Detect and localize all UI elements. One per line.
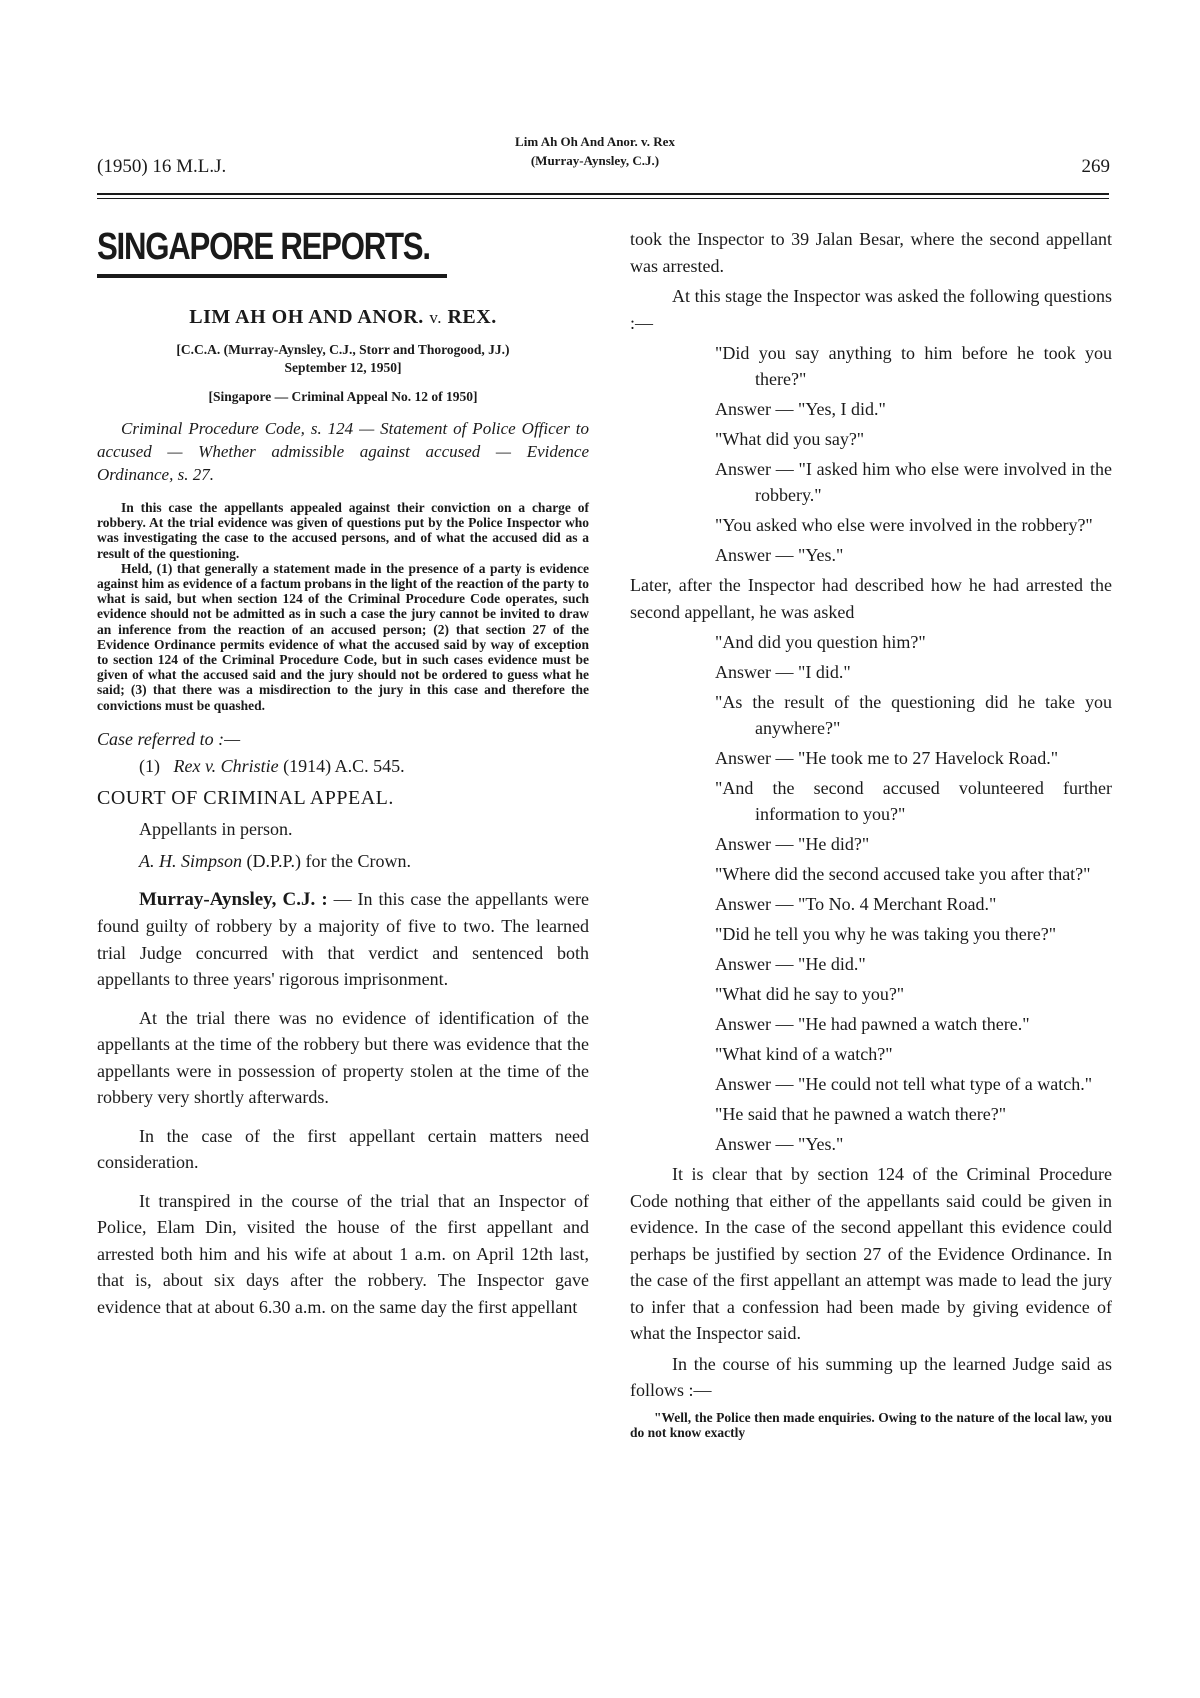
section-title: SINGAPORE REPORTS. (97, 226, 430, 268)
left-column (97, 226, 589, 1320)
judgment-paragraph-4: It transpired in the course of the trial that an Inspector of Police, Elam Din, visited the house of the first appellant and arrested both him and his wife at about 1 a.m. on April 12th last, that is, about six days after the robbery. The Inspector gave evidence that at about 6.30 a.m. on the same day the first appellant (97, 1190, 589, 1317)
qa-line: Answer — "He did?" (715, 834, 870, 854)
qa-line: Answer — "He had pawned a watch there." (715, 1014, 1030, 1034)
judgment-paragraph-2: At the trial there was no evidence of identification of the appellants at the time of the robbery but there was evidence that the appellants were in possession of property stolen at the time of the robbery very shortly afterwards. (97, 1007, 589, 1108)
qa-line: Answer — "He did." (715, 954, 866, 974)
qa-line: "You asked who else were involved in the robbery?" (715, 515, 1093, 535)
headnote-facts: In this case the appellants appealed against their conviction on a charge of robbery. At the trial evidence was given of questions put by the Police Inspector who was investigating the case to the accused persons, and of what the accused did as a result of the questioning. (97, 500, 589, 561)
qa-line: Answer — "Yes." (715, 1134, 844, 1154)
headnote-held: Held, (1) that generally a statement made in the presence of a party is evidence against him as evidence of a factum probans in the light of the reaction of the party to what is said, but when section 124 of the Criminal Procedure Code operates, such evidence should not be admitted as in such a case the jury cannot be invited to draw an inference from the reaction of an accused person; (2) that section 27 of the Evidence Ordinance permits evidence of what the accused said by way of exception to section 124 of the Criminal Procedure Code, but in such cases evidence must be given of what the accused said and the jury should not be ordered to guess what he said; (3) that there was a misdirection to the jury in this case and therefore the convictions must be quashed. (97, 560, 589, 713)
judgment-paragraph-5: took the Inspector to 39 Jalan Besar, where the second appellant was arrested. (630, 229, 1112, 276)
case-number: (1) (139, 755, 160, 776)
cases-referred-heading: Case referred to :— (97, 728, 241, 749)
qa-line: "What did you say?" (715, 429, 865, 449)
appeal-number: [Singapore — Criminal Appeal No. 12 of 1950] (208, 389, 478, 404)
court-name: COURT OF CRIMINAL APPEAL. (97, 786, 394, 809)
case-title (97, 306, 589, 329)
running-head-case: Lim Ah Oh And Anor. v. Rex (515, 134, 675, 149)
qa-line: "And the second accused volunteered further information to you?" (715, 778, 1112, 824)
qa-line: Answer — "Yes, I did." (715, 399, 886, 419)
qa-line: "Where did the second accused take you after that?" (715, 864, 1091, 884)
qa-line: Answer — "He could not tell what type of a watch." (715, 1074, 1093, 1094)
judgment-paragraph-9: In the course of his summing up the learned Judge said as follows :— (630, 1353, 1112, 1400)
coram-judges: [C.C.A. (Murray-Aynsley, C.J., Storr and Thorogood, JJ.) (176, 342, 510, 357)
case-title-versus: v. (429, 308, 442, 327)
judgment-paragraph-3: In the case of the first appellant certain matters need consideration. (97, 1125, 589, 1173)
judgment-paragraph-8: It is clear that by section 124 of the Criminal Procedure Code nothing that either of the appellants said could be given in evidence. In the case of the second appellant this evidence could perhaps be justified by section 27 of the Evidence Ordinance. In the case of the first appellant an attempt was made to lead the jury to infer that a confession had been made by giving evidence of what the Inspector said. (630, 1164, 1112, 1343)
crown-counsel-role: (D.P.P.) for the Crown. (246, 850, 411, 871)
qa-line: Answer — "I did." (715, 662, 851, 682)
case-title-parties: LIM AH OH AND ANOR. (189, 306, 424, 328)
case-referred-item (139, 756, 589, 777)
decision-date: September 12, 1950] (284, 360, 402, 375)
case-title-respondent: REX. (447, 306, 497, 328)
qa-line: "What did he say to you?" (715, 984, 905, 1004)
header-rule (97, 193, 1109, 195)
qa-line: "What kind of a watch?" (715, 1044, 893, 1064)
case-citation: (1914) A.C. 545. (283, 755, 405, 776)
running-head-judge: (Murray-Aynsley, C.J.) (530, 153, 660, 168)
right-column (630, 226, 1112, 1440)
qa-line: "And did you question him?" (715, 632, 926, 652)
judge-name: Murray-Aynsley, C.J. : (139, 888, 328, 910)
case-name: Rex v. Christie (173, 755, 279, 776)
counsel-crown (139, 848, 589, 874)
page-number: 269 (1081, 156, 1110, 177)
coram (97, 341, 589, 377)
questions-block-1 (630, 340, 1112, 568)
qa-line: Answer — "To No. 4 Merchant Road." (715, 894, 997, 914)
qa-line: "As the result of the questioning did he take you anywhere?" (715, 692, 1112, 738)
qa-line: "Did you say anything to him before he took you there?" (715, 343, 1112, 389)
crown-counsel-name: A. H. Simpson (139, 850, 242, 871)
header-rule-thin (97, 198, 1109, 199)
summing-up-quote: "Well, the Police then made enquiries. Owing to the nature of the local law, you do not know exactly (630, 1409, 1112, 1440)
catchwords: Criminal Procedure Code, s. 124 — Statement of Police Officer to accused — Whether admissible against accused — Evidence Ordinance, s. 27. (97, 419, 589, 484)
qa-line: Answer — "Yes." (715, 545, 844, 565)
qa-line: Answer — "I asked him who else were involved in the robbery." (715, 459, 1112, 505)
qa-line: "Did he tell you why he was taking you there?" (715, 924, 1057, 944)
qa-line: "He said that he pawned a watch there?" (715, 1104, 1007, 1124)
judgment-paragraph-7: Later, after the Inspector had described how he had arrested the second appellant, he was asked (630, 575, 1112, 622)
judgment-paragraph-1-text: — In this case the appellants were found guilty of robbery by a majority of five to two. The learned trial Judge concurred with that verdict and sentenced both appellants to three years' rigorous imprisonment. (97, 888, 589, 990)
judgment-paragraph-1 (97, 886, 589, 993)
questions-block-2 (630, 629, 1112, 1157)
report-citation: (1950) 16 M.L.J. (97, 156, 227, 177)
judgment-paragraph-6: At this stage the Inspector was asked the following questions :— (630, 286, 1112, 333)
qa-line: Answer — "He took me to 27 Havelock Road." (715, 748, 1059, 768)
section-title-rule (97, 274, 447, 278)
counsel-appellants: Appellants in person. (139, 818, 293, 839)
running-head (380, 132, 810, 170)
